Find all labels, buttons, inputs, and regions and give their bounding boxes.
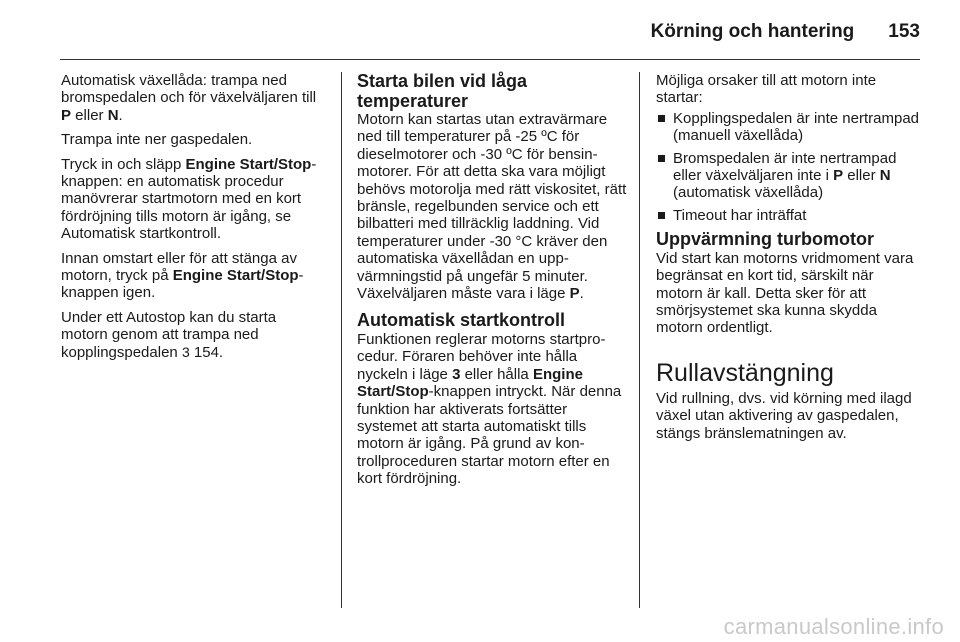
list-item: Timeout har inträffat — [656, 207, 922, 224]
header-rule — [60, 59, 920, 60]
column-divider-1 — [341, 72, 342, 608]
heading-automatic-start-control: Automatisk startkontroll — [357, 310, 566, 331]
column-divider-2 — [639, 72, 640, 608]
paragraph-restart: Innan omstart eller för att stänga av motorn, tryck på Engine Start/Stop-knappen igen. — [61, 249, 304, 302]
paragraph-engine-start-stop: Tryck in och släpp Engine Start/Stop-knappen: en automatisk procedur manövrerar startmotorn med en kort fördröjning tills motorn är igång, se Automatisk startkontroll. — [61, 155, 317, 243]
heading-low-temperature-start: Starta bilen vid låga temperaturer — [357, 71, 528, 111]
column-1 — [61, 72, 323, 368]
paragraph-accelerator: Trampa inte ner gaspedalen. — [61, 131, 253, 149]
watermark: carmanualsonline.info — [723, 614, 944, 639]
engine-start-stop-label: Engine Start/Stop — [185, 155, 312, 173]
paragraph-automatic-gearbox: Automatisk växellåda: trampa ned bromspedalen och för växelväljaren till P eller N. — [61, 72, 317, 124]
engine-start-stop-label: Engine Start/Stop — [357, 365, 583, 401]
paragraph-turbo-warmup: Vid start kan motorns vridmoment vara begränsat en kort tid, särskilt när motorn är kall. Detta sker för att smörjsystemet ska kunna skydda motorn ordentligt. — [656, 249, 914, 337]
ignition-position: 3 — [452, 365, 461, 383]
paragraph-autostop: Under ett Autostop kan du starta motorn genom att trampa ned kopplingspedalen 3 154. — [61, 308, 277, 361]
gear-n: N — [107, 106, 119, 124]
paragraph-low-temperature: Motorn kan startas utan extravärmare ned till temperaturer på -25 ºC för dieselmotorer och -30 ºC för bensinmotorer. För att detta ska vara möjligt behövs motorolja med rätt viskositet, rätt bränsle, regelbunden service och ett bilbatteri med tillräcklig laddning. Vid temperaturer under -30 °C kräver den automatiska växellådan en uppvärmningstid på ungefär 5 minuter. Växelväljaren måste vara i läge P. — [357, 111, 627, 303]
gear-p: P — [569, 285, 580, 303]
page-number: 153 — [888, 21, 920, 42]
paragraph-possible-causes: Möjliga orsaker till att motorn inte startar: — [656, 72, 877, 107]
list-item: Bromspedalen är inte nertrampad eller växelväljaren inte i P eller N (automatisk växellåda) — [656, 150, 922, 202]
list-item: Kopplingspedalen är inte nertrampad (manuell växellåda) — [656, 110, 922, 145]
column-2 — [357, 72, 627, 488]
gear-n: N — [879, 167, 891, 185]
heading-turbo-warmup: Uppvärmning turbomotor — [656, 229, 874, 250]
heading-coasting-cutoff: Rullavstängning — [656, 358, 834, 387]
engine-start-stop-label: Engine Start/Stop — [172, 267, 299, 285]
paragraph-coasting-cutoff: Vid rullning, dvs. vid körning med ilagd växel utan aktivering av gaspedalen, stängs bränslematningen av. — [656, 389, 912, 442]
gear-p: P — [61, 106, 72, 124]
paragraph-start-control: Funktionen reglerar motorns startprocedur. Föraren behöver inte hålla nyckeln i läge 3 eller hålla Engine Start/Stop-knappen intryckt. När denna funktion har aktiverats fortsätter systemet att starta automatiskt tills motorn är igång. På grund av kontrollproceduren startar motorn efter en kort fördröjning. — [357, 330, 622, 488]
gear-p: P — [833, 167, 844, 185]
chapter-title: Körning och hantering — [650, 21, 855, 42]
page-reference-icon: 3 — [181, 343, 190, 360]
page-header — [60, 20, 920, 44]
column-3 — [656, 72, 922, 442]
causes-list — [656, 110, 922, 224]
